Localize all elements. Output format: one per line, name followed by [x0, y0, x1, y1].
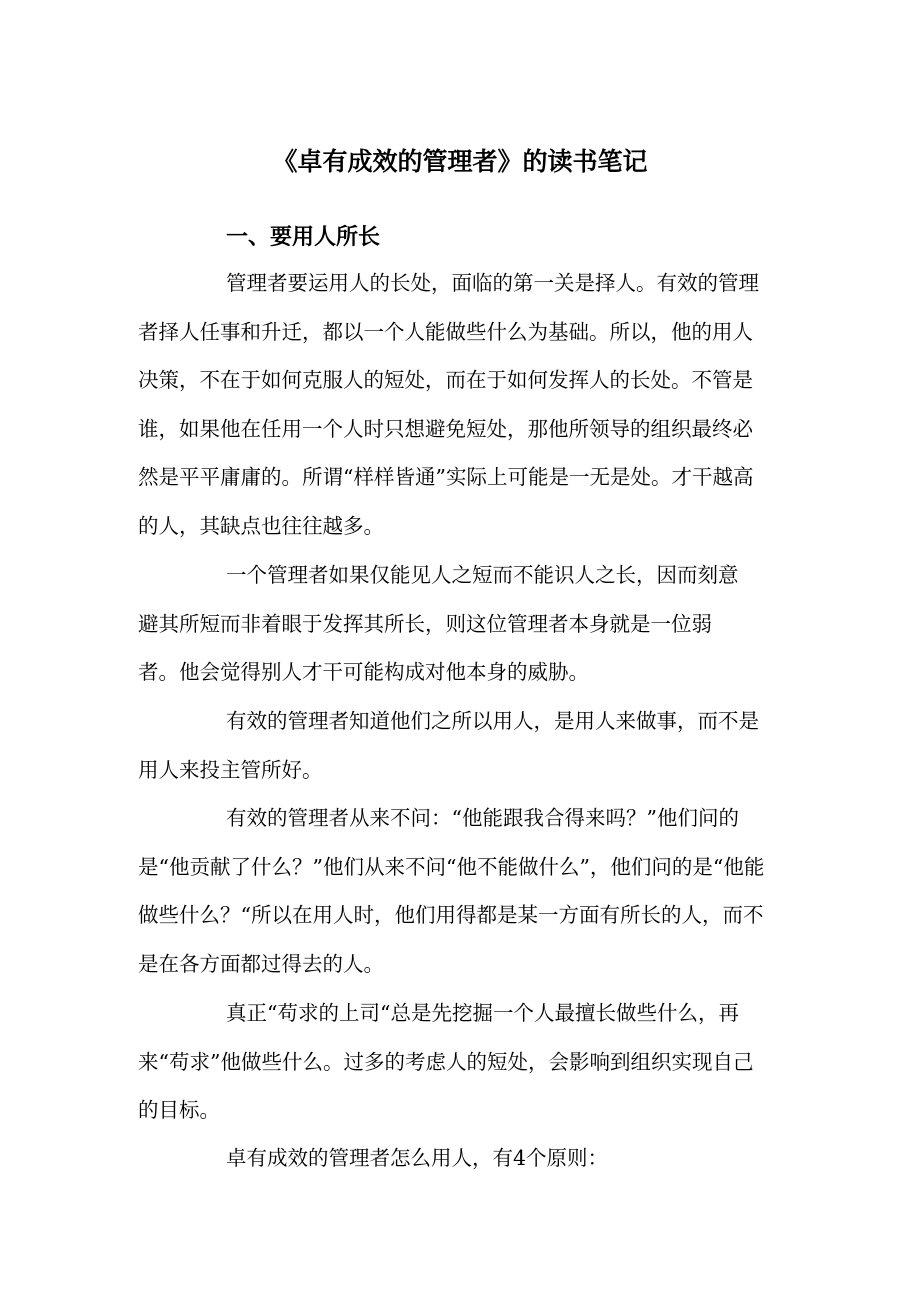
paragraph: 真正“苟求的上司“总是先挖掘一个人最擅长做些什么，再来“苟求”他做些什么。过多的考虑人的短处，会影响到组织实现自己的目标。 — [138, 1001, 754, 1122]
paragraph: 卓有成效的管理者怎么用人，有4个原则： — [226, 1146, 609, 1170]
paragraph: 管理者要运用人的长处，面临的第一关是择人。有效的管理者择人任事和升迁，都以一个人能做些什么为基础。所以，他的用人决策，不在于如何克服人的短处，而在于如何发挥人的长处。不管是谁，如果他在任用一个人时只想避免短处，那他所领导的组织最终必然是平平庸庸的。所谓“样样皆通”实际上可能是一无是处。才干越高的人，其缺点也往往越多。 — [138, 271, 759, 538]
paragraph: 一个管理者如果仅能见人之短而不能识人之长，因而刻意避其所短而非着眼于发挥其所长，则这位管理者本身就是一位弱者。他会觉得别人才干可能构成对他本身的威胁。 — [138, 563, 739, 684]
paragraph: 有效的管理者从来不问：“他能跟我合得来吗？”他们问的是“他贡献了什么？”他们从来不问“他不能做什么”，他们问的是“他能做些什么？“所以在用人时，他们用得都是某一方面有所长的人，而不是在各方面都过得去的人。 — [138, 806, 765, 976]
document-title: 《卓有成效的管理者》的读书笔记 — [272, 147, 648, 176]
paragraph: 有效的管理者知道他们之所以用人，是用人来做事，而不是用人来投主管所好。 — [138, 709, 759, 782]
section-heading: 一、要用人所长 — [226, 225, 381, 250]
